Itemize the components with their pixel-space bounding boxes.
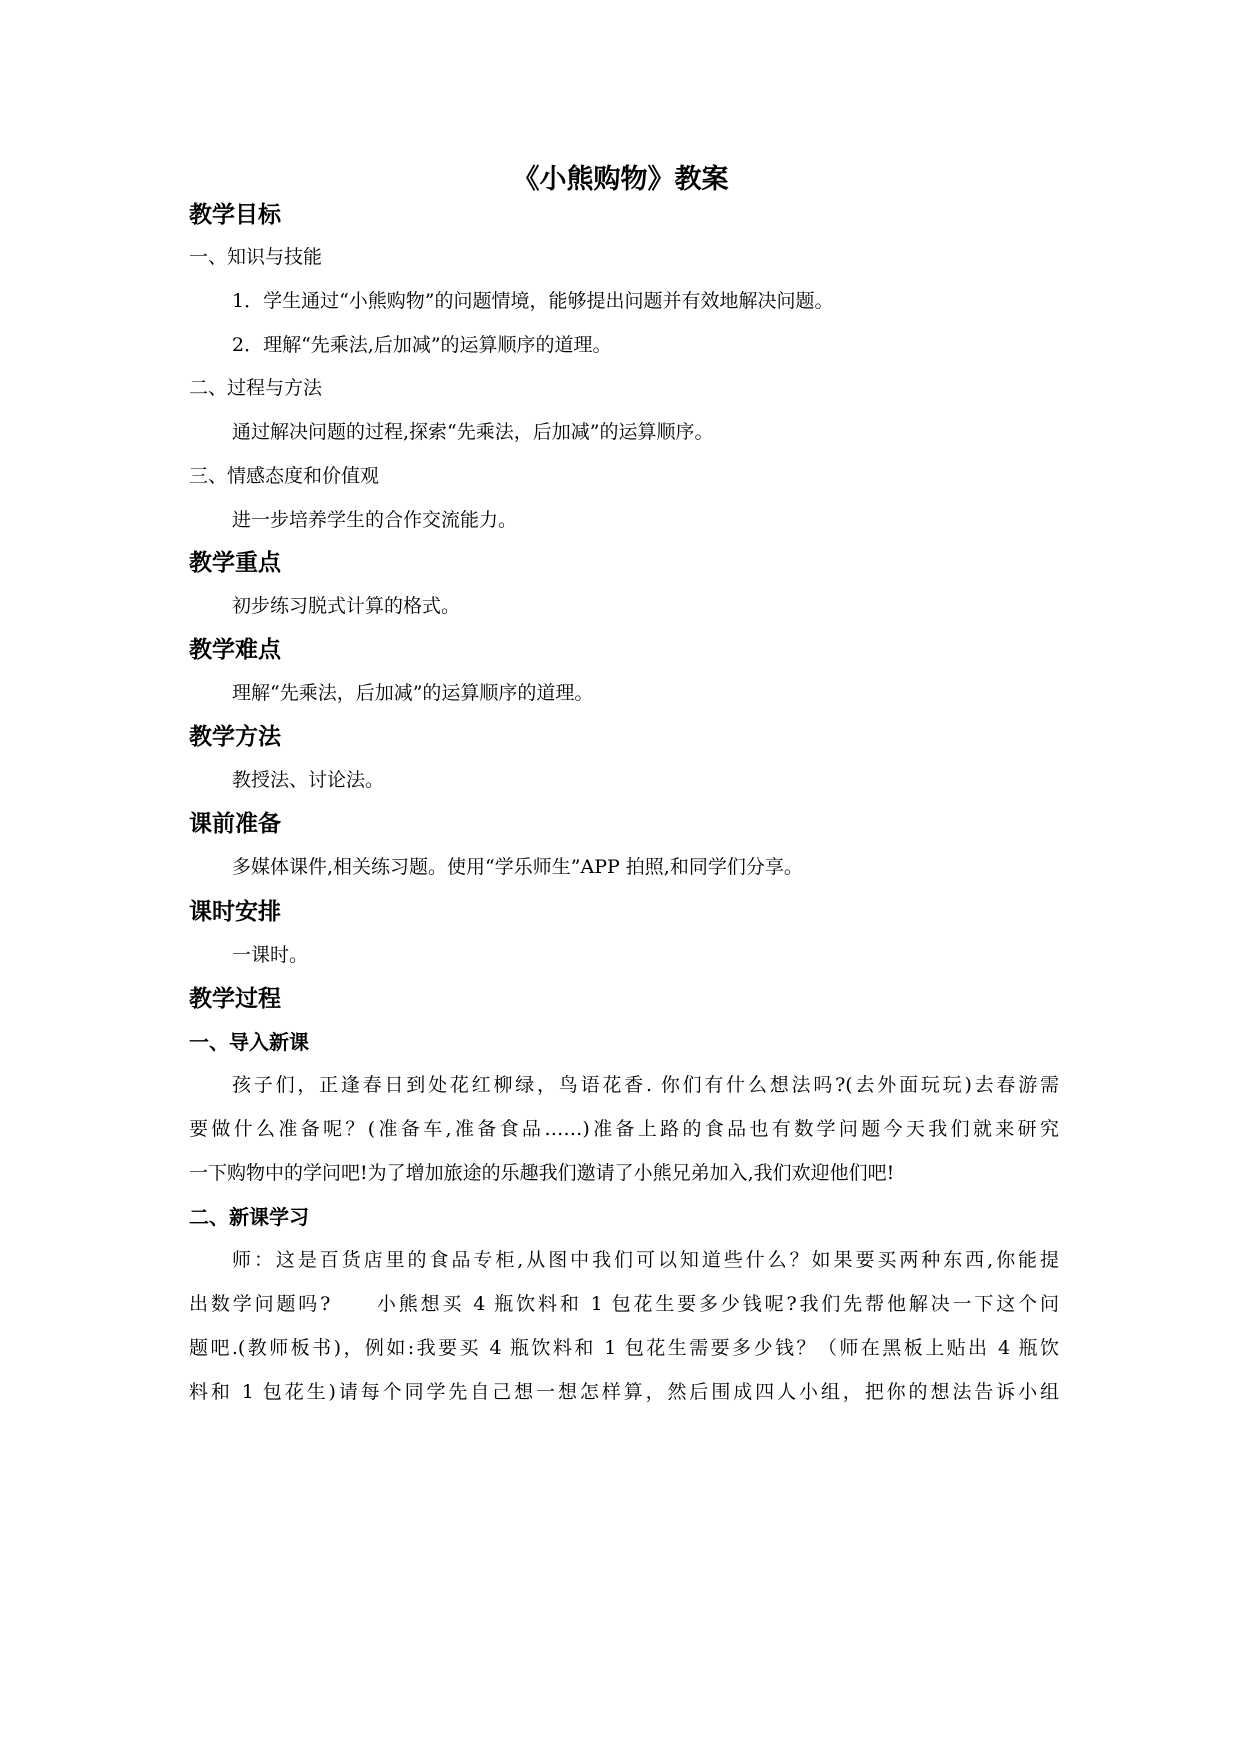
intro-paragraph-line: 孩子们，正逢春日到处花红柳绿，鸟语花香. 你们有什么想法吗?(去外面玩玩)去春游需 — [232, 1074, 1059, 1096]
heading-key-points: 教学重点 — [189, 550, 281, 576]
intro-paragraph-line: 一下购物中的学问吧!为了增加旅途的乐趣我们邀请了小熊兄弟加入,我们欢迎他们吧! — [189, 1162, 895, 1184]
subheading-emotion-values: 三、情感态度和价值观 — [189, 465, 380, 487]
new-lesson-paragraph-line: 师：这是百货店里的食品专柜,从图中我们可以知道些什么？如果要买两种东西,你能提 — [232, 1249, 1059, 1271]
heading-teaching-process: 教学过程 — [189, 986, 281, 1012]
emotion-values-text: 进一步培养学生的合作交流能力。 — [232, 509, 518, 531]
subheading-new-lesson: 二、新课学习 — [189, 1205, 309, 1229]
new-lesson-paragraph-line: 料和 1 包花生)请每个同学先自己想一想怎样算，然后围成四人小组，把你的想法告诉小组 — [189, 1381, 1059, 1403]
new-lesson-paragraph-line: 出数学问题吗? 小熊想买 4 瓶饮料和 1 包花生要多少钱呢?我们先帮他解决一下这个问 — [189, 1293, 1059, 1315]
preparation-text: 多媒体课件,相关练习题。使用“学乐师生”APP 拍照,和同学们分享。 — [232, 856, 803, 878]
document-title: 《小熊购物》教案 — [512, 164, 729, 195]
heading-methods: 教学方法 — [189, 724, 281, 750]
goal-item-1: 1．学生通过“小熊购物”的问题情境，能够提出问题并有效地解决问题。 — [232, 290, 834, 312]
key-points-text: 初步练习脱式计算的格式。 — [232, 595, 461, 617]
heading-schedule: 课时安排 — [189, 899, 281, 925]
subheading-intro: 一、导入新课 — [189, 1030, 309, 1054]
new-lesson-paragraph-line: 题吧.(教师板书)，例如:我要买 4 瓶饮料和 1 包花生需要多少钱？（师在黑板上贴出 4 瓶饮 — [189, 1337, 1059, 1359]
subheading-knowledge-skills: 一、知识与技能 — [189, 246, 323, 268]
heading-teaching-goals: 教学目标 — [189, 202, 281, 228]
process-method-text: 通过解决问题的过程,探索“先乘法，后加减”的运算顺序。 — [232, 421, 714, 443]
methods-text: 教授法、讨论法。 — [232, 769, 385, 791]
heading-preparation: 课前准备 — [189, 811, 281, 837]
goal-item-2: 2．理解“先乘法,后加减”的运算顺序的道理。 — [232, 334, 612, 356]
difficulties-text: 理解“先乘法，后加减”的运算顺序的道理。 — [232, 682, 594, 704]
schedule-text: 一课时。 — [232, 944, 309, 966]
heading-difficulties: 教学难点 — [189, 637, 281, 663]
subheading-process-method: 二、过程与方法 — [189, 377, 323, 399]
intro-paragraph-line: 要做什么准备呢？(准备车,准备食品……)准备上路的食品也有数学问题今天我们就来研究 — [189, 1118, 1059, 1140]
